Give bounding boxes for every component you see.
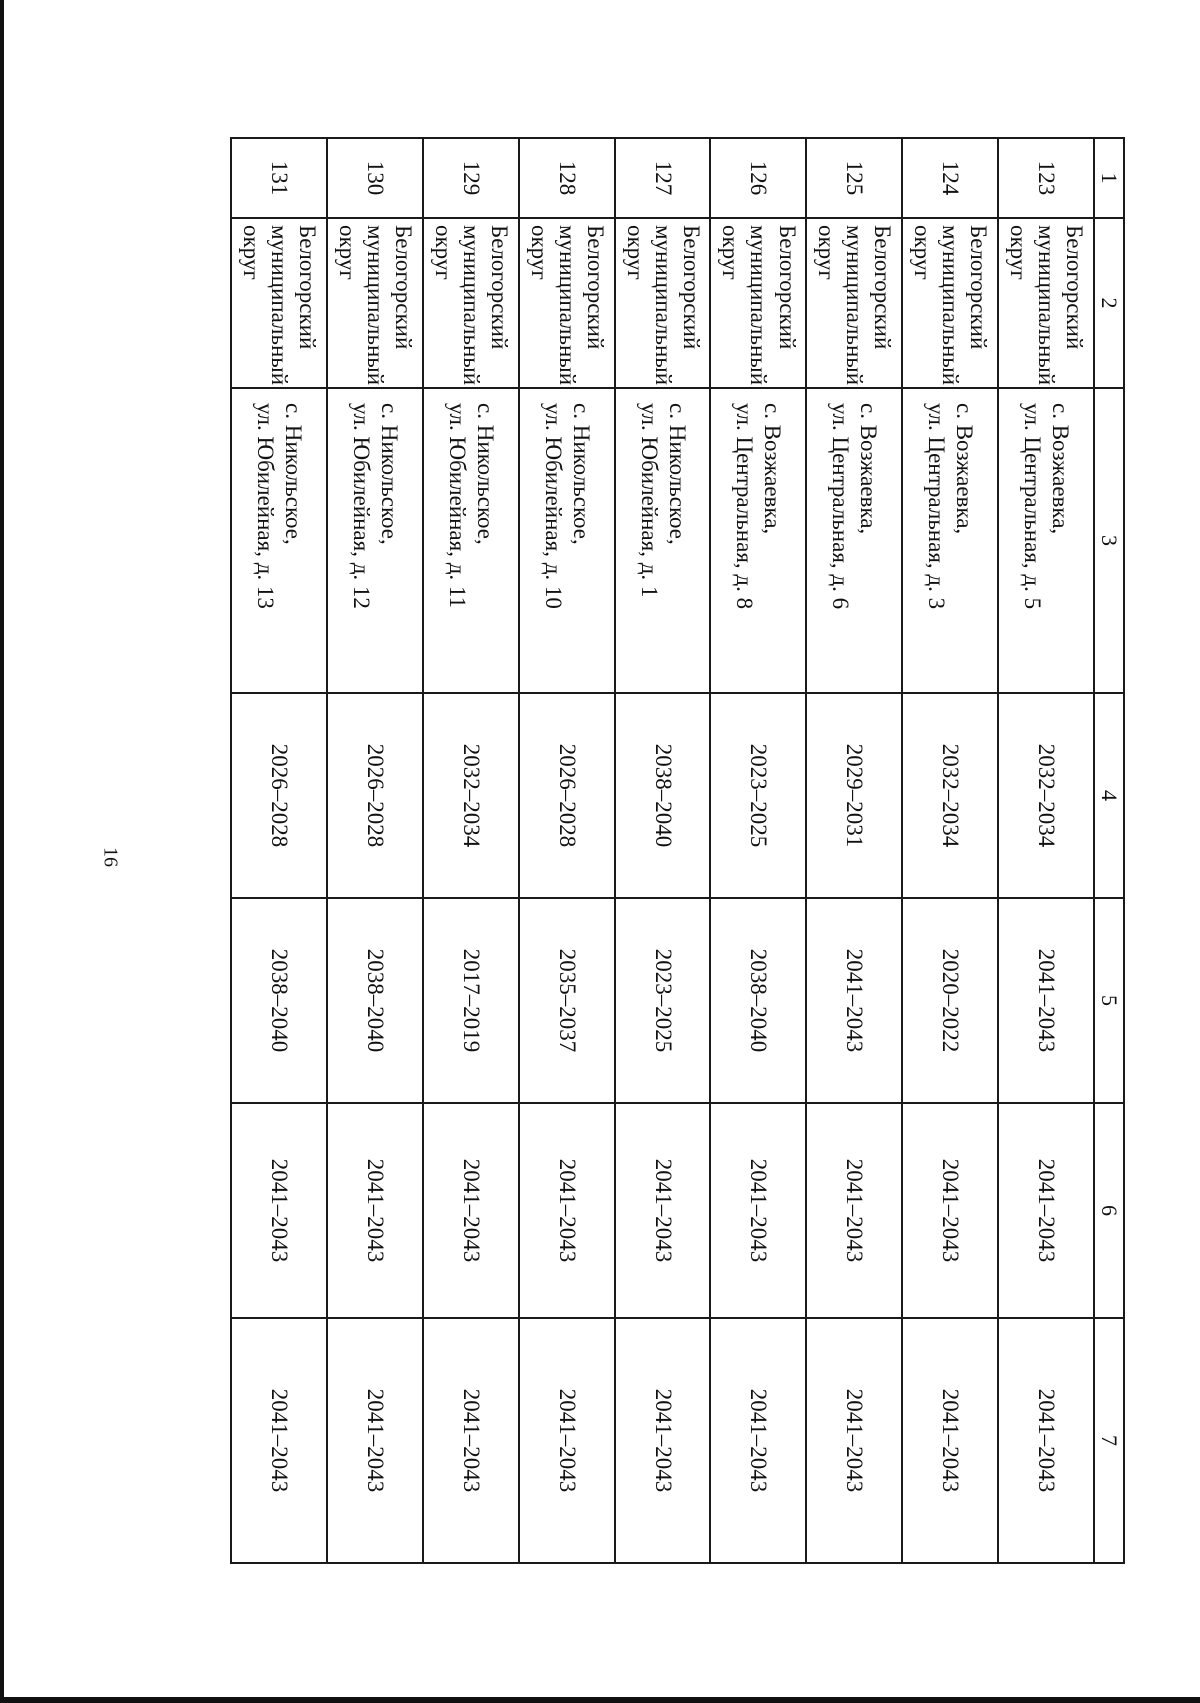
period-col-4-cell-text: 2032–2034: [938, 743, 964, 848]
header-col-6: 6: [1094, 1103, 1124, 1318]
row-number-cell: [711, 138, 807, 218]
period-col-4-cell-text: 2029–2031: [842, 743, 868, 848]
row-number-cell: [806, 138, 902, 218]
header-col-5: 5: [1094, 898, 1124, 1103]
period-col-5-cell-text: 2038–2040: [267, 948, 293, 1053]
rotated-table-wrapper: [230, 137, 1125, 1562]
row-number-cell: [998, 138, 1094, 218]
address-cell: [711, 388, 807, 693]
period-col-5-cell-text: 2020–2022: [938, 948, 964, 1053]
address-cell: [806, 388, 902, 693]
period-col-4-cell: [231, 693, 327, 898]
row-number-cell-text: 131: [267, 160, 293, 196]
period-col-5-cell-text: 2038–2040: [746, 948, 772, 1053]
row-number-cell: [231, 138, 327, 218]
period-col-4-cell: [711, 693, 807, 898]
period-col-6-cell: [711, 1103, 807, 1318]
district-cell-text: Белогорский муниципальный округ: [526, 225, 608, 386]
scan-edge-left: [0, 0, 4, 1703]
period-col-5-cell-text: 2041–2043: [842, 948, 868, 1053]
period-col-6-cell-text: 2041–2043: [1034, 1158, 1060, 1263]
district-cell: [327, 218, 423, 388]
period-col-4-cell-text: 2026–2028: [362, 743, 388, 848]
table-row: [423, 138, 519, 1563]
period-col-5-cell-text: 2041–2043: [1034, 948, 1060, 1053]
period-col-6-cell-text: 2041–2043: [938, 1158, 964, 1263]
period-col-7-cell: [519, 1318, 615, 1563]
table-row: [615, 138, 711, 1563]
period-col-5-cell-text: 2035–2037: [554, 948, 580, 1053]
header-row: [1094, 138, 1124, 1563]
period-col-6-cell-text: 2041–2043: [650, 1158, 676, 1263]
period-col-6-cell: [519, 1103, 615, 1318]
address-cell-text: с. Возжаевка, ул. Центральная, д. 3: [924, 403, 978, 610]
district-cell-text: Белогорский муниципальный округ: [910, 225, 992, 386]
row-number-cell: [423, 138, 519, 218]
row-number-cell: [327, 138, 423, 218]
period-col-4-cell: [806, 693, 902, 898]
district-cell: [519, 218, 615, 388]
address-cell: [423, 388, 519, 693]
period-col-5-cell: [615, 898, 711, 1103]
period-col-7-cell: [998, 1318, 1094, 1563]
row-number-cell: [902, 138, 998, 218]
row-number-cell-text: 124: [938, 160, 964, 196]
table-row: [998, 138, 1094, 1563]
header-col-7: 7: [1094, 1318, 1124, 1563]
period-col-4-cell: [519, 693, 615, 898]
period-col-7-cell-text: 2041–2043: [1034, 1388, 1060, 1493]
district-cell-text: Белогорский муниципальный округ: [430, 225, 512, 386]
address-cell: [998, 388, 1094, 693]
period-col-7-cell-text: 2041–2043: [267, 1388, 293, 1493]
period-col-7-cell-text: 2041–2043: [746, 1388, 772, 1493]
district-cell-text: Белогорский муниципальный округ: [1006, 225, 1088, 386]
period-col-4-cell: [615, 693, 711, 898]
address-cell-text: с. Никольское, ул. Юбилейная, д. 10: [540, 403, 594, 609]
address-cell: [327, 388, 423, 693]
period-col-5-cell: [806, 898, 902, 1103]
row-number-cell-text: 123: [1034, 160, 1060, 196]
period-col-6-cell: [231, 1103, 327, 1318]
header-col-4: 4: [1094, 693, 1124, 898]
header-col-2: 2: [1094, 218, 1124, 388]
period-col-4-cell-text: 2023–2025: [746, 743, 772, 848]
period-col-7-cell-text: 2041–2043: [362, 1388, 388, 1493]
period-col-5-cell: [998, 898, 1094, 1103]
period-col-4-cell-text: 2026–2028: [554, 743, 580, 848]
district-cell-text: Белогорский муниципальный округ: [334, 225, 417, 386]
period-col-7-cell: [615, 1318, 711, 1563]
period-col-7-cell: [902, 1318, 998, 1563]
address-cell: [615, 388, 711, 693]
period-col-6-cell-text: 2041–2043: [458, 1158, 484, 1263]
period-col-6-cell: [327, 1103, 423, 1318]
period-col-7-cell-text: 2041–2043: [842, 1388, 868, 1493]
district-cell-text: Белогорский муниципальный округ: [814, 225, 896, 386]
table-row: [806, 138, 902, 1563]
address-cell-text: с. Никольское, ул. Юбилейная, д. 11: [444, 403, 498, 609]
row-number-cell: [615, 138, 711, 218]
period-col-6-cell: [806, 1103, 902, 1318]
table-row: [327, 138, 423, 1563]
period-col-7-cell: [423, 1318, 519, 1563]
row-number-cell-text: 128: [554, 160, 580, 196]
period-col-4-cell-text: 2032–2034: [458, 743, 484, 848]
period-col-6-cell-text: 2041–2043: [746, 1158, 772, 1263]
period-col-6-cell-text: 2041–2043: [267, 1158, 293, 1263]
district-cell: [806, 218, 902, 388]
period-col-5-cell-text: 2017–2019: [458, 948, 484, 1053]
period-col-6-cell: [423, 1103, 519, 1318]
period-col-7-cell: [711, 1318, 807, 1563]
address-cell-text: с. Никольское, ул. Юбилейная, д. 13: [253, 403, 307, 609]
scan-edge-bottom: [0, 1697, 1200, 1703]
table-row: [711, 138, 807, 1563]
district-cell-text: Белогорский муниципальный округ: [718, 225, 800, 386]
period-col-7-cell: [327, 1318, 423, 1563]
period-col-7-cell: [806, 1318, 902, 1563]
period-col-6-cell-text: 2041–2043: [554, 1158, 580, 1263]
period-col-5-cell: [423, 898, 519, 1103]
row-number-cell-text: 127: [650, 160, 676, 196]
period-col-7-cell: [231, 1318, 327, 1563]
period-col-6-cell: [902, 1103, 998, 1318]
period-col-5-cell-text: 2038–2040: [362, 948, 388, 1053]
address-cell-text: с. Никольское, ул. Юбилейная, д. 12: [348, 403, 402, 609]
table-row: [519, 138, 615, 1563]
row-number-cell: [519, 138, 615, 218]
address-cell-text: с. Возжаевка, ул. Центральная, д. 5: [1020, 403, 1074, 610]
header-col-3: 3: [1094, 388, 1124, 693]
period-col-4-cell: [902, 693, 998, 898]
page-number-text: 16: [99, 847, 122, 867]
table-body: [231, 138, 1094, 1563]
address-cell: [519, 388, 615, 693]
table-row: [231, 138, 327, 1563]
district-cell: [711, 218, 807, 388]
district-cell: [615, 218, 711, 388]
period-col-7-cell-text: 2041–2043: [938, 1388, 964, 1493]
row-number-cell-text: 129: [458, 160, 484, 196]
period-col-5-cell: [231, 898, 327, 1103]
district-cell: [998, 218, 1094, 388]
period-col-5-cell: [711, 898, 807, 1103]
district-cell-text: Белогорский муниципальный округ: [622, 225, 704, 386]
period-col-7-cell-text: 2041–2043: [458, 1388, 484, 1493]
table-row: [902, 138, 998, 1563]
district-cell-text: Белогорский муниципальный округ: [238, 225, 321, 386]
district-cell: [231, 218, 327, 388]
header-col-1: 1: [1094, 138, 1124, 218]
registry-table: [230, 137, 1125, 1564]
period-col-4-cell: [998, 693, 1094, 898]
period-col-4-cell-text: 2032–2034: [1034, 743, 1060, 848]
address-cell: [902, 388, 998, 693]
period-col-4-cell-text: 2026–2028: [267, 743, 293, 848]
period-col-6-cell: [615, 1103, 711, 1318]
period-col-4-cell: [423, 693, 519, 898]
address-cell-text: с. Возжаевка, ул. Центральная, д. 8: [732, 403, 786, 610]
period-col-4-cell: [327, 693, 423, 898]
period-col-5-cell: [902, 898, 998, 1103]
row-number-cell-text: 125: [842, 160, 868, 196]
district-cell: [423, 218, 519, 388]
period-col-7-cell-text: 2041–2043: [650, 1388, 676, 1493]
address-cell: [231, 388, 327, 693]
period-col-5-cell-text: 2023–2025: [650, 948, 676, 1053]
period-col-5-cell: [519, 898, 615, 1103]
district-cell: [902, 218, 998, 388]
period-col-4-cell-text: 2038–2040: [650, 743, 676, 848]
row-number-cell-text: 126: [746, 160, 772, 196]
address-cell-text: с. Возжаевка, ул. Центральная, д. 6: [828, 403, 882, 610]
period-col-5-cell: [327, 898, 423, 1103]
period-col-6-cell-text: 2041–2043: [842, 1158, 868, 1263]
row-number-cell-text: 130: [362, 160, 388, 196]
period-col-6-cell: [998, 1103, 1094, 1318]
period-col-6-cell-text: 2041–2043: [362, 1158, 388, 1263]
period-col-7-cell-text: 2041–2043: [554, 1388, 580, 1493]
address-cell-text: с. Никольское, ул. Юбилейная, д. 1: [636, 403, 690, 598]
